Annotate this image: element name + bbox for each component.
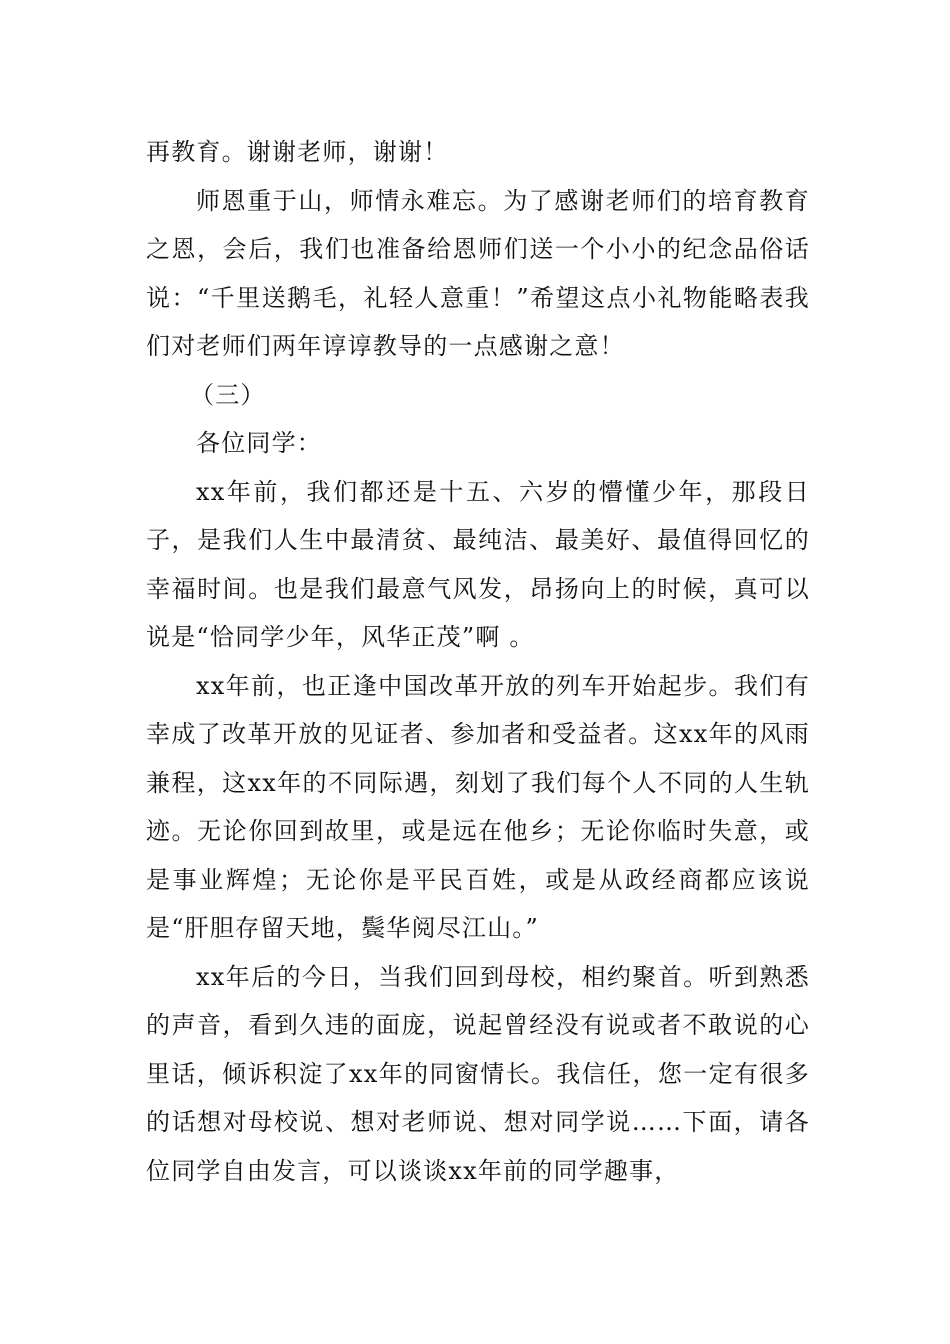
salutation: 各位同学： (196, 429, 322, 457)
document-body (146, 128, 810, 1195)
paragraph-continuation: 再教育。谢谢老师，谢谢！ (146, 138, 449, 166)
paragraph-youth-memories: xx年前，我们都还是十五、六岁的懵懂少年，那段日子，是我们人生中最清贫、最纯洁、最美好、最值得回忆的幸福时间。也是我们最意气风发，昂扬向上的时候，真可以说是“恰同学少年，风华正茂”啊 。 (146, 477, 810, 651)
section-heading-three: （三） (190, 380, 266, 409)
paragraph-thanks-teachers: 师恩重于山，师情永难忘。为了感谢老师们的培育教育之恩，会后，我们也准备给恩师们送一个小小的纪念品俗话说：“千里送鹅毛，礼轻人意重！”希望这点小礼物能略表我们对老师们两年谆谆教导的一点感谢之意！ (146, 186, 810, 360)
paragraph-reunion: xx年后的今日，当我们回到母校，相约聚首。听到熟悉的声音，看到久违的面庞，说起曾经没有说或者不敢说的心里话，倾诉积淀了xx年的同窗情长。我信任，您一定有很多的话想对母校说、想对老师说、想对同学说……下面，请各位同学自由发言，可以谈谈xx年前的同学趣事， (146, 962, 810, 1185)
paragraph-reform-era: xx年前，也正逢中国改革开放的列车开始起步。我们有幸成了改革开放的见证者、参加者和受益者。这xx年的风雨兼程，这xx年的不同际遇，刻划了我们每个人不同的人生轨迹。无论你回到故里，或是远在他乡；无论你临时失意，或是事业辉煌；无论你是平民百姓，或是从政经商都应该说是“肝胆存留天地，鬓华阅尽江山。” (146, 671, 810, 942)
